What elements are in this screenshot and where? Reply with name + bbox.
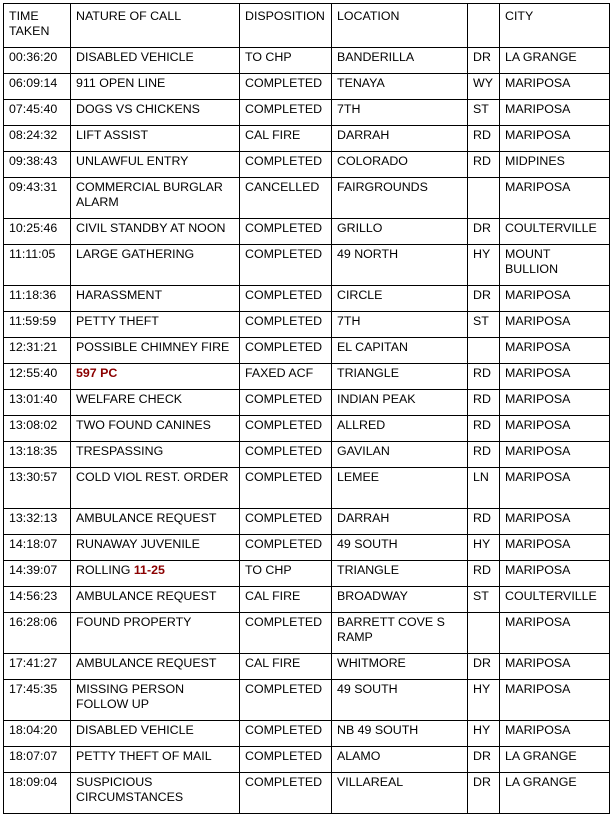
cell-disposition: COMPLETED [240, 152, 332, 178]
table-row [4, 509, 610, 535]
cell-time-taken: 17:41:27 [4, 654, 71, 680]
cell-time-taken: 11:11:05 [4, 245, 71, 286]
cell-nature-of-call: HARASSMENT [71, 286, 240, 312]
penal-code-highlight: 597 PC [76, 366, 118, 380]
cell-street-suffix: RD [468, 442, 500, 468]
cell-disposition: FAXED ACF [240, 364, 332, 390]
cell-city: MARIPOSA [500, 654, 610, 680]
cell-street-suffix: ST [468, 312, 500, 338]
cell-location: CIRCLE [332, 286, 468, 312]
cell-city: MARIPOSA [500, 613, 610, 654]
table-row [4, 587, 610, 613]
table-row [4, 390, 610, 416]
table-row [4, 442, 610, 468]
cell-time-taken: 14:39:07 [4, 561, 71, 587]
cell-street-suffix: LN [468, 468, 500, 509]
table-row [4, 416, 610, 442]
cell-city: MARIPOSA [500, 680, 610, 721]
cell-disposition: COMPLETED [240, 219, 332, 245]
cell-time-taken: 18:04:20 [4, 721, 71, 747]
cell-disposition: CANCELLED [240, 178, 332, 219]
cell-disposition: COMPLETED [240, 442, 332, 468]
cell-time-taken: 17:45:35 [4, 680, 71, 721]
cell-nature-of-call: PETTY THEFT [71, 312, 240, 338]
cell-street-suffix: HY [468, 535, 500, 561]
cell-city: MARIPOSA [500, 100, 610, 126]
cell-location: 7TH [332, 312, 468, 338]
cell-disposition: COMPLETED [240, 773, 332, 814]
table-row [4, 245, 610, 286]
header-row [4, 4, 610, 48]
cell-location: LEMEE [332, 468, 468, 509]
cell-time-taken: 11:18:36 [4, 286, 71, 312]
cell-time-taken: 16:28:06 [4, 613, 71, 654]
cell-street-suffix: RD [468, 509, 500, 535]
cell-disposition: COMPLETED [240, 74, 332, 100]
cell-location: DARRAH [332, 126, 468, 152]
cell-street-suffix: HY [468, 680, 500, 721]
table-row [4, 654, 610, 680]
cell-time-taken: 13:01:40 [4, 390, 71, 416]
cell-disposition: COMPLETED [240, 245, 332, 286]
cell-street-suffix: RD [468, 152, 500, 178]
cell-location: COLORADO [332, 152, 468, 178]
cell-city: MIDPINES [500, 152, 610, 178]
cell-location: EL CAPITAN [332, 338, 468, 364]
cell-nature-of-call: AMBULANCE REQUEST [71, 587, 240, 613]
cell-disposition: COMPLETED [240, 416, 332, 442]
cell-street-suffix: HY [468, 721, 500, 747]
cell-street-suffix: DR [468, 773, 500, 814]
cell-location: 7TH [332, 100, 468, 126]
cell-nature-of-call: CIVIL STANDBY AT NOON [71, 219, 240, 245]
cell-nature-of-call: AMBULANCE REQUEST [71, 509, 240, 535]
table-row [4, 126, 610, 152]
table-row [4, 468, 610, 509]
cell-city: LA GRANGE [500, 747, 610, 773]
cell-time-taken: 09:43:31 [4, 178, 71, 219]
cell-location: ALLRED [332, 416, 468, 442]
header-city: CITY [500, 4, 610, 48]
cell-nature-of-call: WELFARE CHECK [71, 390, 240, 416]
cell-location: GRILLO [332, 219, 468, 245]
cell-disposition: CAL FIRE [240, 587, 332, 613]
table-row [4, 338, 610, 364]
cell-street-suffix: ST [468, 587, 500, 613]
cell-disposition: COMPLETED [240, 613, 332, 654]
cell-time-taken: 13:08:02 [4, 416, 71, 442]
cell-city: LA GRANGE [500, 48, 610, 74]
cell-location: NB 49 SOUTH [332, 721, 468, 747]
cell-nature-of-call: DISABLED VEHICLE [71, 48, 240, 74]
cell-disposition: COMPLETED [240, 721, 332, 747]
cell-disposition: COMPLETED [240, 312, 332, 338]
header-street-suffix [468, 4, 500, 48]
cell-street-suffix: ST [468, 100, 500, 126]
cell-time-taken: 14:18:07 [4, 535, 71, 561]
cell-location: 49 NORTH [332, 245, 468, 286]
cell-city: MARIPOSA [500, 721, 610, 747]
table-row [4, 48, 610, 74]
call-log-table [3, 3, 610, 814]
cell-disposition: TO CHP [240, 561, 332, 587]
table-row [4, 721, 610, 747]
cell-time-taken: 08:24:32 [4, 126, 71, 152]
cell-disposition: COMPLETED [240, 338, 332, 364]
cell-city: MARIPOSA [500, 535, 610, 561]
cell-location: TRIANGLE [332, 561, 468, 587]
cell-city: MARIPOSA [500, 74, 610, 100]
cell-location: DARRAH [332, 509, 468, 535]
cell-city: MARIPOSA [500, 561, 610, 587]
table-row [4, 613, 610, 654]
table-row [4, 312, 610, 338]
cell-city: MARIPOSA [500, 509, 610, 535]
cell-street-suffix [468, 178, 500, 219]
cell-time-taken: 09:38:43 [4, 152, 71, 178]
cell-location: INDIAN PEAK [332, 390, 468, 416]
cell-time-taken: 18:09:04 [4, 773, 71, 814]
table-row [4, 286, 610, 312]
cell-street-suffix: RD [468, 390, 500, 416]
cell-disposition: COMPLETED [240, 509, 332, 535]
cell-location: TRIANGLE [332, 364, 468, 390]
cell-street-suffix [468, 613, 500, 654]
cell-time-taken: 10:25:46 [4, 219, 71, 245]
cell-street-suffix: RD [468, 364, 500, 390]
cell-city: MARIPOSA [500, 338, 610, 364]
cell-city: MARIPOSA [500, 286, 610, 312]
cell-disposition: CAL FIRE [240, 126, 332, 152]
cell-nature-of-call: FOUND PROPERTY [71, 613, 240, 654]
cell-street-suffix: HY [468, 245, 500, 286]
cell-city: MARIPOSA [500, 364, 610, 390]
cell-location: 49 SOUTH [332, 680, 468, 721]
cell-location: BANDERILLA [332, 48, 468, 74]
cell-disposition: CAL FIRE [240, 654, 332, 680]
cell-nature-of-call: SUSPICIOUS CIRCUMSTANCES [71, 773, 240, 814]
cell-location: ALAMO [332, 747, 468, 773]
header-time-taken: TIME TAKEN [4, 4, 71, 48]
header-disposition: DISPOSITION [240, 4, 332, 48]
cell-street-suffix: RD [468, 561, 500, 587]
table-row [4, 680, 610, 721]
table-row [4, 219, 610, 245]
table-row [4, 100, 610, 126]
cell-disposition: COMPLETED [240, 390, 332, 416]
cell-location: FAIRGROUNDS [332, 178, 468, 219]
table-row [4, 74, 610, 100]
table-row [4, 747, 610, 773]
cell-street-suffix: RD [468, 416, 500, 442]
cell-city: MOUNT BULLION [500, 245, 610, 286]
header-nature-of-call: NATURE OF CALL [71, 4, 240, 48]
cell-street-suffix: DR [468, 48, 500, 74]
cell-time-taken: 12:31:21 [4, 338, 71, 364]
cell-city: MARIPOSA [500, 442, 610, 468]
cell-city: COULTERVILLE [500, 587, 610, 613]
cell-city: MARIPOSA [500, 312, 610, 338]
cell-nature-of-call: TRESPASSING [71, 442, 240, 468]
cell-location: GAVILAN [332, 442, 468, 468]
cell-time-taken: 11:59:59 [4, 312, 71, 338]
cell-time-taken: 06:09:14 [4, 74, 71, 100]
cell-location: 49 SOUTH [332, 535, 468, 561]
cell-disposition: COMPLETED [240, 535, 332, 561]
table-row [4, 178, 610, 219]
cell-time-taken: 12:55:40 [4, 364, 71, 390]
penal-code-highlight: 11-25 [133, 563, 165, 577]
cell-time-taken: 00:36:20 [4, 48, 71, 74]
cell-nature-of-call: LIFT ASSIST [71, 126, 240, 152]
nature-text: ROLLING [76, 563, 134, 577]
cell-nature-of-call: RUNAWAY JUVENILE [71, 535, 240, 561]
cell-disposition: COMPLETED [240, 680, 332, 721]
cell-street-suffix: DR [468, 747, 500, 773]
table-row [4, 152, 610, 178]
cell-nature-of-call [71, 561, 240, 587]
cell-street-suffix: DR [468, 219, 500, 245]
cell-city: MARIPOSA [500, 468, 610, 509]
cell-location: WHITMORE [332, 654, 468, 680]
cell-nature-of-call: COMMERCIAL BURGLAR ALARM [71, 178, 240, 219]
cell-street-suffix: WY [468, 74, 500, 100]
table-row [4, 535, 610, 561]
cell-nature-of-call: TWO FOUND CANINES [71, 416, 240, 442]
cell-disposition: COMPLETED [240, 286, 332, 312]
cell-city: MARIPOSA [500, 178, 610, 219]
cell-street-suffix: RD [468, 126, 500, 152]
table-row [4, 364, 610, 390]
cell-location: VILLAREAL [332, 773, 468, 814]
table-row [4, 561, 610, 587]
cell-nature-of-call: PETTY THEFT OF MAIL [71, 747, 240, 773]
cell-nature-of-call [71, 364, 240, 390]
cell-nature-of-call: POSSIBLE CHIMNEY FIRE [71, 338, 240, 364]
cell-nature-of-call: LARGE GATHERING [71, 245, 240, 286]
cell-nature-of-call: DISABLED VEHICLE [71, 721, 240, 747]
cell-city: MARIPOSA [500, 126, 610, 152]
cell-nature-of-call: MISSING PERSON FOLLOW UP [71, 680, 240, 721]
cell-time-taken: 07:45:40 [4, 100, 71, 126]
cell-time-taken: 13:30:57 [4, 468, 71, 509]
cell-street-suffix: DR [468, 286, 500, 312]
cell-time-taken: 13:32:13 [4, 509, 71, 535]
cell-nature-of-call: UNLAWFUL ENTRY [71, 152, 240, 178]
cell-location: BROADWAY [332, 587, 468, 613]
cell-time-taken: 14:56:23 [4, 587, 71, 613]
table-row [4, 773, 610, 814]
cell-nature-of-call: 911 OPEN LINE [71, 74, 240, 100]
cell-city: COULTERVILLE [500, 219, 610, 245]
cell-nature-of-call: COLD VIOL REST. ORDER [71, 468, 240, 509]
cell-city: LA GRANGE [500, 773, 610, 814]
header-location: LOCATION [332, 4, 468, 48]
cell-disposition: COMPLETED [240, 468, 332, 509]
cell-disposition: TO CHP [240, 48, 332, 74]
cell-location: TENAYA [332, 74, 468, 100]
cell-location: BARRETT COVE S RAMP [332, 613, 468, 654]
cell-city: MARIPOSA [500, 416, 610, 442]
cell-time-taken: 13:18:35 [4, 442, 71, 468]
cell-nature-of-call: DOGS VS CHICKENS [71, 100, 240, 126]
cell-street-suffix [468, 338, 500, 364]
cell-disposition: COMPLETED [240, 747, 332, 773]
cell-street-suffix: DR [468, 654, 500, 680]
cell-time-taken: 18:07:07 [4, 747, 71, 773]
cell-city: MARIPOSA [500, 390, 610, 416]
cell-nature-of-call: AMBULANCE REQUEST [71, 654, 240, 680]
cell-disposition: COMPLETED [240, 100, 332, 126]
